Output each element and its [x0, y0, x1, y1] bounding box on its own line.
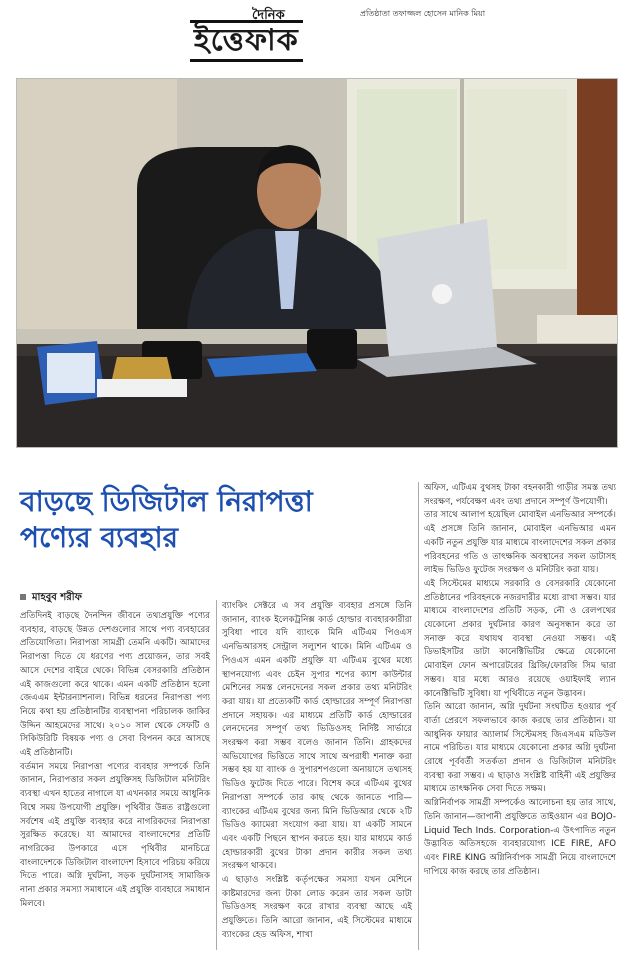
- masthead: [0, 0, 633, 72]
- headline-line-2: পণ্যের ব্যবহার: [20, 521, 178, 554]
- masthead-logo: ইত্তেফাক: [190, 20, 303, 62]
- article-column-1: [20, 610, 210, 911]
- paragraph: প্রতিদিনই বাড়ছে দৈনন্দিন জীবনে তথ্যপ্রযুক্তি পণ্যের ব্যবহার, বাড়ছে উন্নত দেশগুলোর সাথে পণ্য ব্যবহারের প্রতিযোগিতা। নিরাপত্তা সামগ্রী তেমনি একটি। আমাদের নিরাপত্তা দিতে যে ধরণের পণ্য প্রয়োজন, তার সবই আসে দেশের বাইরে থেকে। বিভিন্ন বেসরকারি প্রতিষ্ঠান এই কাজগুলো করে থাকে। এমন একটি প্রতিষ্ঠান হলো জেএএম ইন্টারন্যাশনাল। বিভিন্ন ধরনের নিরাপত্তা পণ্য নিয়ে কথা হয় প্রতিষ্ঠানটির ব্যবস্থাপনা পরিচালক জাকির উদ্দিন আহমেদের সাথে। ২০১০ সাল থেকে সেফটি ও সিকিউরিটি বিষয়ক পণ্য ও সেবা বিপনন করে আসছে এই প্রতিষ্ঠানটি।: [20, 611, 210, 759]
- byline: [20, 590, 82, 607]
- paragraph: এই সিস্টেমের মাধ্যমে সরকারি ও বেসরকারি যেকোনো প্রতিষ্ঠানের পরিবহনকে নজরদারীর মধ্যে রাখা সম্ভব। যার মাধ্যমে বাংলাদেশের প্রতিটি সড়ক, নৌ ও রেলপথের যেকোনো প্রকার দুর্ঘটনার কারণ অনুসন্ধান করে তা সনাক্ত করে যথাযথ ব্যবস্থা নেওয়া সম্ভব। এই ডিভাইসটির ডাটা কানেক্টিভিটির ক্ষেত্রে যেকোনো মোবাইল ফোন অপারেটরের থ্রিজি/ফোরজি সিম দ্বারা সম্ভব। যার মধ্যে আরও রয়েছে ওয়াইফাই ল্যান কানেক্টিভিটি সুবিধা। যা পৃথিবীতে নতুন উদ্ভাবন।: [424, 578, 616, 699]
- paragraph: তার সাথে আলাপ হয়েছিল মোবাইল এনভিআর সম্পর্কে। এই প্রসঙ্গে তিনি জানান, মোবাইল এনভিআর এমন একটি নতুন প্রযুক্তি যার মাধ্যমে বাংলাদেশের সকল প্রকার পরিবহনের গতি ও তাৎক্ষনিক অবস্থানের সকল ডাটাসহ লাইভ ভিডিও ফুটেজ সংরক্ষণ ও মনিটরিং করা যায়।: [424, 510, 616, 576]
- byline-author: মাহবুব শরীফ: [32, 592, 82, 603]
- paragraph: এ ছাড়াও সংশ্লিষ্ট কর্তৃপক্ষের সমস্যা যখন মেশিনে কাষ্টমারদের জন্য টাকা লোড করেন তার সকল ডাটা ভিডিওসহ সংরক্ষণ করে রাখার ব্যবস্থা আছে এই প্রযুক্তিতে। তিনি আরো জানান, এই সিস্টেমের মাধ্যমে ব্যাংকের হেড অফিস, শাখা: [222, 875, 412, 940]
- byline-bullet-icon: [20, 594, 26, 600]
- article-column-3: [424, 482, 616, 879]
- masthead-dainik: দৈনিক: [252, 8, 285, 23]
- paragraph: অগ্নিনির্বাপক সামগ্রী সম্পর্কেও আলোচনা হয় তার সাথে, তিনি জানান—জাপানী প্রযুক্তিতে তাইওয়ান এর BOJO-Liquid Tech Inds. Corporation-এ উৎপাদিত নতুন উদ্ভাবিত অতিসহজে ব্যবহারযোগ্য ICE FIRE, AFO এবং FIRE KING অগ্নিনির্বাপক সামগ্রী নিয়ে বাংলাদেশে দাপিয়ে কাজ করছে তার প্রতিষ্ঠান।: [424, 798, 616, 877]
- paragraph: বর্তমান সময়ে নিরাপত্তা পণ্যের ব্যবহার সম্পর্কে তিনি জানান, নিরাপত্তার সকল প্রযুক্তিসহ ডিজিটাল মনিটরিং ব্যবস্থা এখন হাতের নাগালে যা এখনকার সময়ে আধুনিক বিশ্বে সময় উপযোগী প্রযুক্তি। পৃথিবীর উন্নত রাষ্ট্রগুলো সর্বশেষ এই প্রযুক্তি ব্যবহার করে নাগরিকদের নিরাপত্তা সুরক্ষিত করেছে। যা আমাদের বাংলাদেশের প্রতিটি নাগরিকের উপকারে এসে পৃথিবীর মানচিত্রে বাংলাদেশকে ডিজিটাল বাংলাদেশ হিসাবে পরিচয় করিয়ে দিতে পারে। অগ্নি দুর্ঘটনা, সড়ক দুর্ঘটনাসহ সামাজিক নানা প্রকার সমস্যা সমাধানে এই প্রযুক্তি ব্যবহারে সমাধান মিলবে।: [20, 761, 210, 909]
- paragraph: অফিস, এটিএম বুথসহ টাকা বহনকারী গাড়ীর সমস্ত তথ্য সংরক্ষণ, পর্যবেক্ষণ এবং তথ্য প্রদানে সম্পূর্ণ উপযোগী।: [424, 483, 616, 507]
- article-column-2: [222, 600, 412, 943]
- column-divider: [418, 482, 419, 950]
- headline: [20, 484, 480, 556]
- masthead-founder: প্রতিষ্ঠাতা তফাজ্জল হোসেন মানিক মিয়া: [360, 9, 486, 18]
- paragraph: তিনি আরো জানান, অগ্নি দুর্ঘটনা সংঘটিত হওয়ার পূর্ব বার্তা প্রেরণে সফলভাবে কাজ করছে তার প্রতিষ্ঠান। যা আধুনিক ফায়ার অ্যালার্ম সিস্টেমসহ জিএসএম মডিউল নামে পরিচিত। যার মাধ্যমে যেকোনো প্রকার অগ্নি দুর্ঘটনা রোধে পূর্ববর্তী সতর্কতা প্রদান ও ডিজিটাল মনিটরিং ব্যবস্থা করা সম্ভব। এ ছাড়াও সংশ্লিষ্ট বাহিনী এই প্রযুক্তির মাধ্যমে তাৎক্ষনিক সেবা দিতে সক্ষম।: [424, 702, 616, 795]
- column-divider: [216, 600, 217, 950]
- headline-line-1: বাড়ছে ডিজিটাল নিরাপত্তা: [20, 485, 313, 518]
- paragraph: ব্যাংকিং সেক্টরে এ সব প্রযুক্তি ব্যবহার প্রসঙ্গে তিনি জানান, ব্যাংক ইলেকট্রনিক্স কার্ড হোল্ডার ব্যবহারকারীরা সুবিধা পাবে যদি ব্যাংকে মিনি এটিএম পিওএস এনভিআরসহ সেন্ট্রাল সল্যুশন থাকে। মিনি এটিএম ও পিওএস এমন একটি প্রযুক্তি যা এটিএম বুথের মধ্যে স্থাপনযোগ্য এবং চেইন সুপার শপের ক্যাশ কাউন্টার মেশিনের সমস্ত লেনদেনের সকল প্রকার তথ্য মনিটরিং করা যায়। যা প্রত্যেকটি কার্ড হোল্ডারের সম্পূর্ণ নিরাপত্তা প্রদানে সহায়ক। এর মাধ্যমে প্রতিটি কার্ড হোল্ডারের লেনদেনের সম্পূর্ণ তথ্য ভিডিওসহ নির্দিষ্ট সার্ভারে সংরক্ষণ করা সম্ভব বলেও জানান তিনি। গ্রাহকদের অভিযোগের ভিত্তিতে সাথে সাথে অপরাধী শনাক্ত করা সম্ভব হয় যা ব্যাংক ও সুপারশপগুলো অনায়াসে তথ্যসহ ভিডিও ফুটেজ দিতে পারে। বিশেষ করে এটিএম বুথের নিরাপত্তা সম্পর্কে তার কাছ থেকে জানতে পারি—ব্যাংকের এটিএম বুথের জন্য মিনি ভিডিআর থেকে ২টি ভিডিও ক্যামেরা সংযোগ করা যায়। যা একটি সামনে এবং একটি পিছনে স্থাপন করতে হয়। যার মাধ্যমে কার্ড হোল্ডারকারী বুথের টাকা প্রদান কারীর সকল তথ্য সংরক্ষণ থাকবে।: [222, 601, 412, 872]
- article-photo: [16, 78, 618, 448]
